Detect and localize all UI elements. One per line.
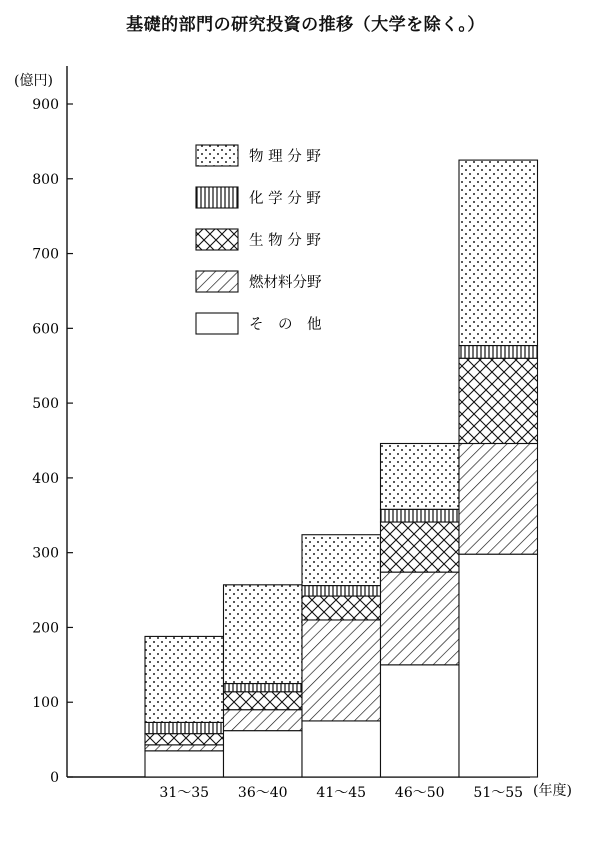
- bar-segment: [302, 721, 381, 777]
- bar-segment: [224, 684, 303, 692]
- y-tick-label: 600: [32, 321, 59, 338]
- bar-segment: [381, 665, 460, 777]
- x-tick-label: 51～55: [473, 785, 524, 801]
- bar-segment: [381, 572, 460, 665]
- bar-segment: [381, 509, 460, 522]
- legend-label: 化 学 分 野: [249, 191, 321, 207]
- y-tick-label: 100: [32, 695, 59, 712]
- bar-segment: [459, 346, 538, 359]
- bar-segment: [145, 734, 224, 745]
- legend-label: そ の 他: [249, 317, 322, 333]
- bar-segment: [302, 586, 381, 596]
- legend-swatch: [196, 229, 238, 250]
- y-tick-label: 200: [32, 620, 59, 637]
- bar-segment: [224, 710, 303, 731]
- bar-segment: [381, 522, 460, 572]
- legend-label: 燃材料分野: [249, 275, 322, 291]
- x-tick-label: 41～45: [316, 785, 367, 801]
- y-tick-label: 400: [32, 470, 59, 487]
- bar-segment: [145, 722, 224, 733]
- bar-segment: [302, 620, 381, 721]
- bar-segment: [459, 443, 538, 554]
- y-tick-label: 800: [32, 171, 59, 188]
- chart-title: 基礎的部門の研究投資の推移（大学を除く。）: [126, 15, 485, 35]
- bar-segment: [459, 554, 538, 777]
- y-tick-label: 900: [32, 97, 59, 113]
- x-tick-label: 46～50: [394, 785, 445, 801]
- y-tick-label: 0: [50, 770, 59, 786]
- bar-segment: [459, 358, 538, 443]
- y-axis-label: (億円): [14, 73, 53, 89]
- x-axis-label: (年度): [533, 783, 572, 799]
- bar-segment: [224, 585, 303, 684]
- bar-segment: [302, 596, 381, 620]
- y-tick-label: 700: [32, 246, 59, 263]
- y-tick-label: 500: [32, 396, 59, 413]
- y-tick-label: 300: [32, 545, 59, 562]
- bar-segment: [224, 731, 303, 777]
- bar-segment: [224, 692, 303, 710]
- legend-swatch: [196, 313, 238, 334]
- legend-swatch: [196, 271, 238, 292]
- legend-swatch: [196, 187, 238, 208]
- x-tick-label: 31～35: [159, 785, 210, 801]
- legend-label: 生 物 分 野: [249, 233, 321, 249]
- bar-segment: [145, 636, 224, 722]
- bar-segment: [302, 535, 381, 586]
- bar-segment: [145, 745, 224, 751]
- x-tick-label: 36～40: [237, 785, 288, 801]
- bar-segment: [459, 160, 538, 345]
- bar-segment: [381, 443, 460, 509]
- legend-label: 物 理 分 野: [249, 149, 321, 165]
- legend-swatch: [196, 145, 238, 166]
- bar-segment: [145, 751, 224, 777]
